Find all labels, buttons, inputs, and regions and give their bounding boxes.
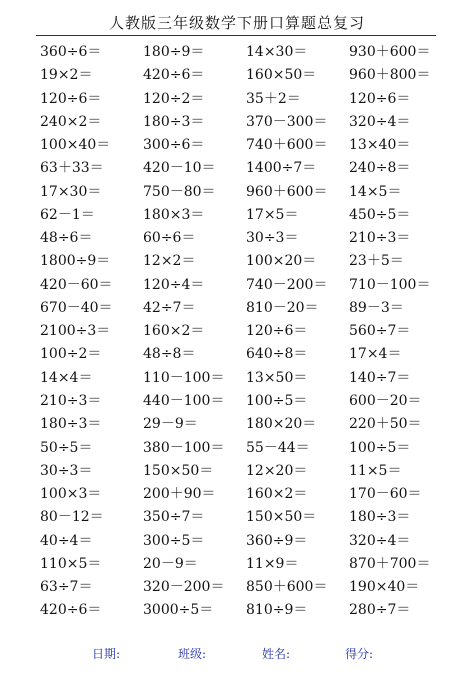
problem-cell: 30÷3＝ [246,230,299,247]
problem-cell: 23＋5＝ [349,253,404,270]
problem-cell: 30÷3＝ [40,462,93,479]
problem-cell: 930＋600＝ [349,44,431,60]
problem-cell: 170－60＝ [349,486,422,503]
problem-cell: 120÷6＝ [246,323,308,340]
problem-cell: 12×20＝ [246,462,308,479]
problem-cell: 19×2＝ [40,67,93,84]
problem-cell: 160×2＝ [143,323,205,340]
problem-cell: 180×3＝ [143,206,205,223]
footer-date-label: 日期: [92,647,121,661]
problem-cell: 14×30＝ [246,44,308,60]
problem-cell: 63÷7＝ [40,579,93,596]
problem-cell: 670－40＝ [40,299,113,316]
problem-cell: 48÷8＝ [143,346,196,363]
problem-cell: 360÷9＝ [246,532,308,549]
footer-score-label: 得分: [345,647,374,661]
problem-cell: 810÷9＝ [246,602,308,619]
footer-class-label: 班级: [178,647,207,661]
problem-cell: 240×2＝ [40,113,102,130]
problem-cell: 140÷7＝ [349,369,411,386]
problem-cell: 100÷2＝ [40,346,102,363]
problem-cell: 740－200＝ [246,276,328,293]
problem-cell: 50÷5＝ [40,439,93,456]
problem-cell: 380－100＝ [143,439,225,456]
problem-cell: 150×50＝ [143,462,214,479]
problem-cell: 120÷4＝ [143,276,205,293]
problem-cell: 110×5＝ [40,555,102,572]
problem-cell: 180×20＝ [246,416,317,433]
problem-cell: 210÷3＝ [349,230,411,247]
problem-cell: 160×50＝ [246,67,317,84]
problem-cell: 440－100＝ [143,392,225,409]
problem-cell: 80－12＝ [40,509,104,526]
problem-cell: 740＋600＝ [246,137,328,154]
problem-cell: 120÷6＝ [40,90,102,107]
problem-cell: 180÷9＝ [143,44,205,60]
problem-cell: 120÷2＝ [143,90,205,107]
problem-cell: 300÷6＝ [143,137,205,154]
problem-cell: 42÷7＝ [143,299,196,316]
problem-cell: 12×2＝ [143,253,196,270]
problem-grid [40,41,460,623]
problem-cell: 220＋50＝ [349,416,422,433]
problem-cell: 14×5＝ [349,183,402,200]
problem-cell: 420÷6＝ [143,67,205,84]
problem-cell: 960＋800＝ [349,67,431,84]
problem-cell: 750－80＝ [143,183,216,200]
problem-cell: 320÷4＝ [349,113,411,130]
problem-cell: 35＋2＝ [246,90,301,107]
problem-cell: 14×4＝ [40,369,93,386]
problem-cell: 100×20＝ [246,253,317,270]
problem-cell: 17×5＝ [246,206,299,223]
problem-cell: 100÷5＝ [349,439,411,456]
problem-cell: 320－200＝ [143,579,225,596]
problem-cell: 120÷6＝ [349,90,411,107]
problem-cell: 180÷3＝ [143,113,205,130]
problem-cell: 180÷3＝ [40,416,102,433]
problem-cell: 210÷3＝ [40,392,102,409]
footer [0,645,474,665]
problem-cell: 190×40＝ [349,579,420,596]
problem-cell: 450÷5＝ [349,206,411,223]
problem-cell: 960＋600＝ [246,183,328,200]
problem-cell: 420－60＝ [40,276,113,293]
problem-cell: 180÷3＝ [349,509,411,526]
problem-cell: 350÷7＝ [143,509,205,526]
problem-cell: 160×2＝ [246,486,308,503]
problem-cell: 63＋33＝ [40,160,104,177]
problem-cell: 55－44＝ [246,439,310,456]
footer-name-label: 姓名: [262,647,291,661]
problem-cell: 89－3＝ [349,299,404,316]
problem-cell: 20－9＝ [143,555,198,572]
problem-cell: 13×50＝ [246,369,308,386]
problem-cell: 320÷4＝ [349,532,411,549]
problem-cell: 150×50＝ [246,509,317,526]
problem-cell: 420－10＝ [143,160,216,177]
problem-cell: 60÷6＝ [143,230,196,247]
problem-cell: 370－300＝ [246,113,328,130]
title-divider [36,35,436,36]
problem-cell: 100÷5＝ [246,392,308,409]
page-title: 人教版三年级数学下册口算题总复习 [108,14,365,32]
problem-cell: 420÷6＝ [40,602,102,619]
problem-cell: 11×5＝ [349,462,402,479]
problem-cell: 640÷8＝ [246,346,308,363]
problem-cell: 29－9＝ [143,416,198,433]
problem-cell: 17×4＝ [349,346,402,363]
problem-cell: 2100÷3＝ [40,323,111,340]
problem-cell: 710－100＝ [349,276,431,293]
problem-cell: 810－20＝ [246,299,319,316]
problem-cell: 110－100＝ [143,369,225,386]
problem-cell: 360÷6＝ [40,44,102,60]
problem-cell: 870＋700＝ [349,555,431,572]
problem-cell: 600－20＝ [349,392,422,409]
problem-cell: 1800÷9＝ [40,253,111,270]
problem-cell: 1400÷7＝ [246,160,317,177]
problem-cell: 13×40＝ [349,137,411,154]
problem-cell: 48÷6＝ [40,230,93,247]
problem-cell: 17×30＝ [40,183,102,200]
problem-cell: 62－1＝ [40,206,95,223]
problem-cell: 850＋600＝ [246,579,328,596]
problem-cell: 11×9＝ [246,555,299,572]
problem-cell: 100×40＝ [40,137,111,154]
problem-cell: 100×3＝ [40,486,102,503]
problem-cell: 240÷8＝ [349,160,411,177]
problem-cell: 300÷5＝ [143,532,205,549]
problem-cell: 40÷4＝ [40,532,93,549]
problem-cell: 3000÷5＝ [143,602,214,619]
problem-cell: 280÷7＝ [349,602,411,619]
problem-cell: 560÷7＝ [349,323,411,340]
problem-cell: 200＋90＝ [143,486,216,503]
